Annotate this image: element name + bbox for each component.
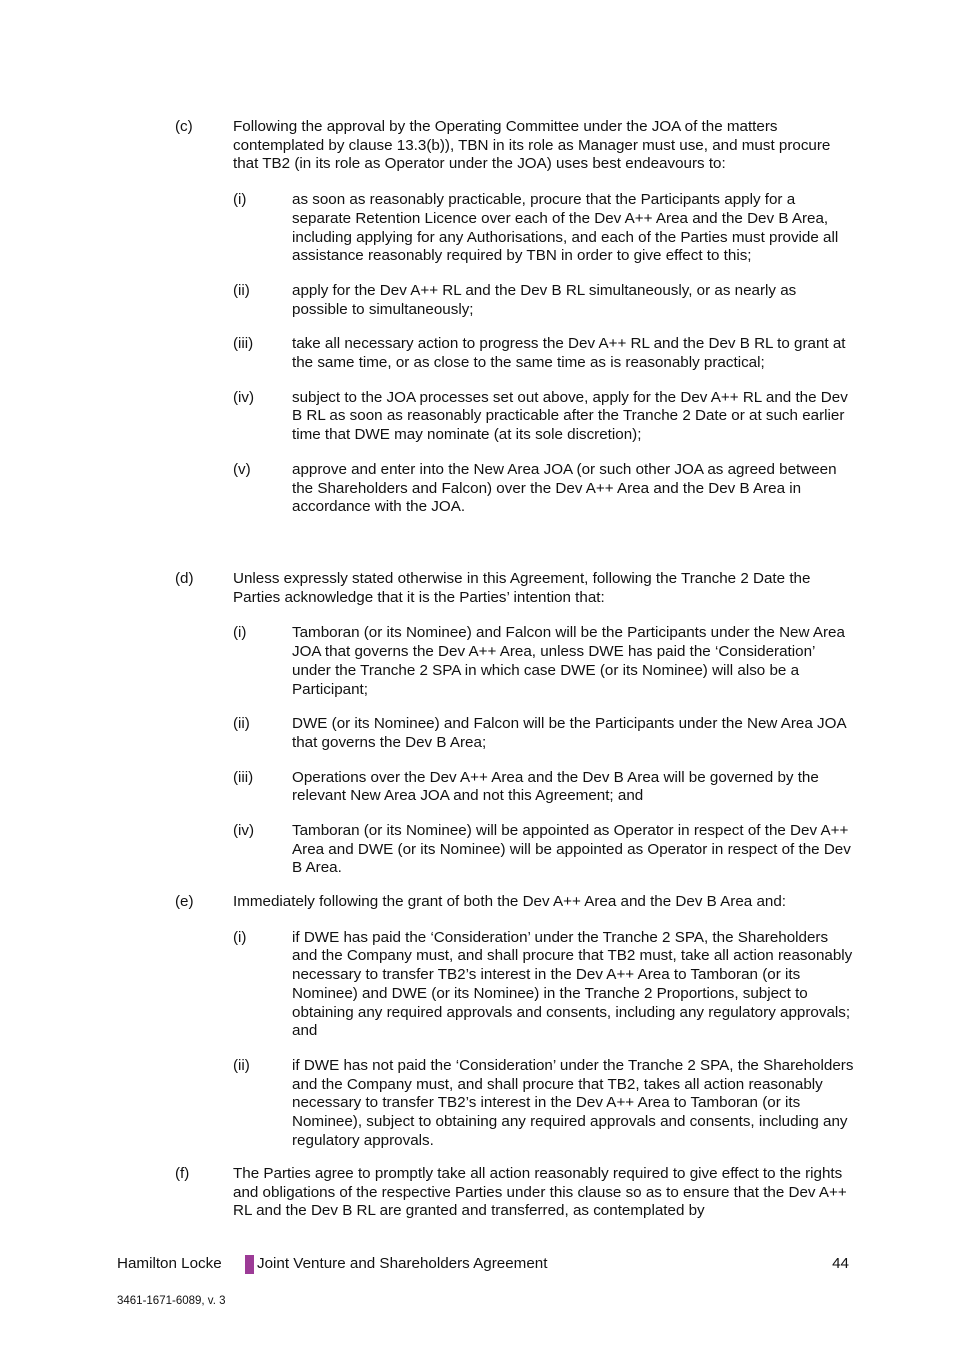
subclause-label: (v) — [233, 460, 251, 478]
page-number: 44 — [832, 1255, 849, 1272]
page-footer — [117, 1255, 849, 1275]
subclause-label: (i) — [233, 928, 247, 946]
subclause-text: Tamboran (or its Nominee) will be appointed as Operator in respect of the Dev A++ Area and DWE (or its Nominee) will be appointed as Operator in respect of the Dev B Area. — [292, 822, 851, 877]
subclause — [233, 769, 855, 806]
clause-text: The Parties agree to promptly take all action reasonably required to give effect to the rights and obligations of the respective Parties under this clause so as to ensure that the Dev A++ RL and the Dev B RL are granted and transferred, as contemplated by — [233, 1165, 847, 1220]
subclause-text: as soon as reasonably practicable, procure that the Participants apply for a separate Retention Licence over each of the Dev A++ Area and the Dev B Area, including applying for any Authorisations, and each of the Parties must provide all assistance reasonably required by TBN in order to give effect to this; — [292, 191, 839, 265]
subclause — [233, 389, 855, 445]
subclause — [233, 624, 855, 699]
subclause — [233, 335, 855, 372]
subclause-text: DWE (or its Nominee) and Falcon will be the Participants under the New Area JOA that governs the Dev B Area; — [292, 715, 846, 751]
subclause-list — [233, 929, 855, 1151]
clause-label: (e) — [175, 893, 194, 910]
clause-label: (d) — [175, 570, 194, 587]
subclause — [233, 822, 855, 878]
clause-c — [175, 118, 855, 533]
subclause-text: Operations over the Dev A++ Area and the Dev B Area will be governed by the relevant New Area JOA and not this Agreement; and — [292, 768, 819, 805]
subclause-label: (iii) — [233, 335, 254, 353]
clause-text: Unless expressly stated otherwise in this Agreement, following the Tranche 2 Date the Parties acknowledge that it is the Parties’ intention that: — [233, 570, 811, 606]
clause-text: Following the approval by the Operating Committee under the JOA of the matters contemplated by clause 13.3(b)), TBN in its role as Manager must use, and must procure that TB2 (in its role as Operator under the JOA) uses best endeavours to: — [233, 118, 831, 173]
subclause-label: (ii) — [233, 1056, 250, 1074]
clause-text: Immediately following the grant of both the Dev A++ Area and the Dev B Area and: — [233, 893, 786, 910]
footer-accent-bar — [245, 1255, 254, 1274]
subclause — [233, 282, 855, 319]
footer-document-title: Joint Venture and Shareholders Agreement — [257, 1255, 548, 1272]
subclause-text: if DWE has not paid the ‘Consideration’ under the Tranche 2 SPA, the Shareholders and the Company must, and shall procure that TB2, takes all action reasonably necessary to transfer TB2’s interest in the Dev A++ Area to Tamboran (or its Nominee), subject to obtaining any required approvals and consents, including any regulatory approvals. — [292, 1056, 854, 1149]
subclause-list — [233, 191, 855, 517]
clause-d — [175, 570, 855, 894]
subclause — [233, 461, 855, 517]
subclause-label: (iv) — [233, 822, 255, 840]
subclause — [233, 715, 855, 752]
subclause-text: take all necessary action to progress the Dev A++ RL and the Dev B RL to grant at the same time, or as close to the same time as is reasonably practical; — [292, 335, 846, 372]
clause-f — [175, 1165, 855, 1221]
subclause-text: approve and enter into the New Area JOA (or such other JOA as agreed between the Shareholders and Falcon) over the Dev A++ Area and the Dev B Area in accordance with the JOA. — [292, 460, 837, 516]
subclause-label: (ii) — [233, 715, 250, 733]
subclause-text: apply for the Dev A++ RL and the Dev B RL simultaneously, or as nearly as possible to simultaneously; — [292, 281, 797, 318]
footer-firm-name: Hamilton Locke — [117, 1255, 222, 1272]
subclause-label: (i) — [233, 191, 247, 209]
document-id: 3461-1671-6089, v. 3 — [117, 1295, 226, 1307]
subclause — [233, 1057, 855, 1151]
subclause-list — [233, 624, 855, 878]
subclause — [233, 929, 855, 1041]
clause-label: (f) — [175, 1165, 190, 1182]
subclause-text: subject to the JOA processes set out above, apply for the Dev A++ RL and the Dev B RL as soon as reasonably practicable after the Tranche 2 Date or at such earlier time that DWE may nominate (at its sole discretion); — [292, 388, 848, 444]
subclause-label: (iv) — [233, 388, 255, 406]
subclause-label: (ii) — [233, 281, 250, 299]
subclause-text: if DWE has paid the ‘Consideration’ under the Tranche 2 SPA, the Shareholders and the Company must, and shall procure that TB2 must, take all action reasonably necessary to transfer TB2’s interest in the Dev A++ Area to Tamboran (or its Nominee) and DWE (or its Nominee) in the Tranche 2 Proportions, subject to obtaining any required approvals and consents, including any regulatory approvals; and — [292, 928, 853, 1040]
clause-e — [175, 893, 855, 1166]
subclause-label: (iii) — [233, 768, 254, 786]
subclause-text: Tamboran (or its Nominee) and Falcon will be the Participants under the New Area JOA that governs the Dev A++ Area, unless DWE has paid the ‘Consideration’ under the Tranche 2 SPA in which case DWE (or its Nominee) will also be a Participant; — [292, 624, 845, 698]
clause-label: (c) — [175, 118, 193, 135]
subclause — [233, 191, 855, 266]
subclause-label: (i) — [233, 624, 247, 642]
